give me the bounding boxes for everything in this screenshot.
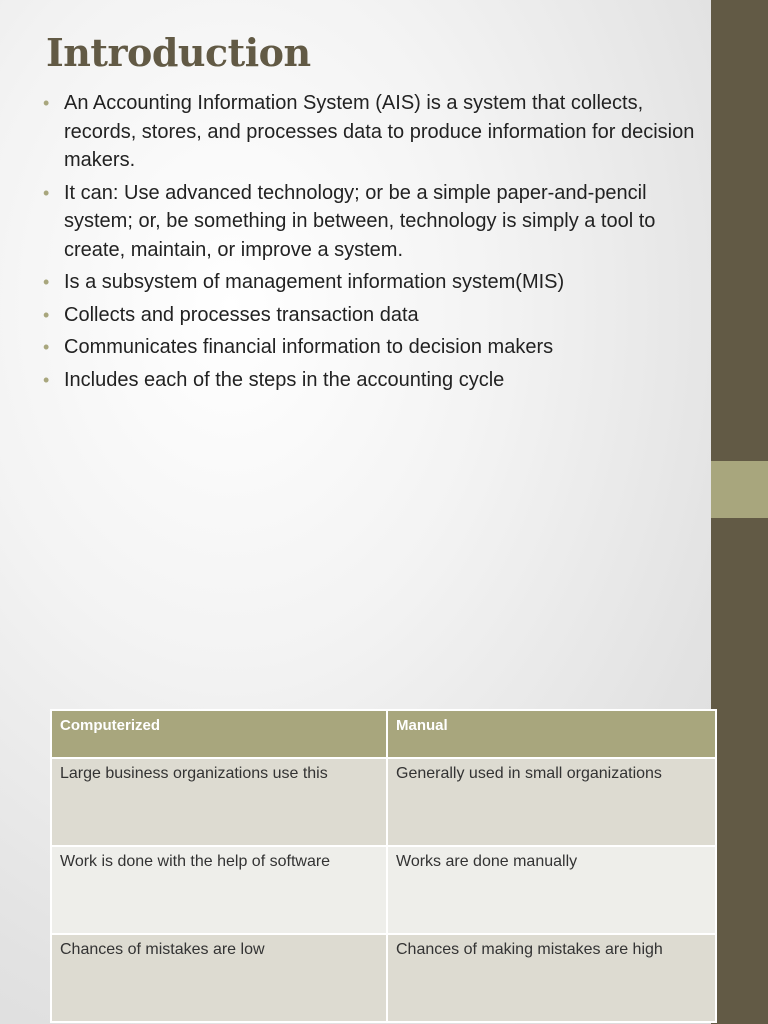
bullet-dot-icon: •: [43, 369, 50, 390]
bullet-item: [40, 333, 708, 362]
bullet-list: [40, 89, 708, 398]
bullet-dot-icon: •: [43, 337, 50, 357]
bullet-text: An Accounting Information System (AIS) is a system that collects, records, stores, and processes data to produce information for decision makers.: [64, 92, 695, 171]
bullet-text: It can: Use advanced technology; or be a simple paper-and-pencil system; or, be something in between, technology is simply a tool to create, maintain, or improve a system.: [64, 181, 656, 261]
bullet-item: [40, 301, 708, 330]
table-cell: Chances of making mistakes are high: [387, 934, 716, 1022]
table-row: [51, 934, 716, 1022]
table-cell: Chances of mistakes are low: [51, 934, 387, 1022]
header-manual: Manual: [387, 710, 716, 758]
bullet-item: [40, 179, 708, 265]
bullet-item: [40, 89, 708, 175]
table-cell: Works are done manually: [387, 846, 716, 934]
table-row: [51, 846, 716, 934]
header-computerized: Computerized: [51, 710, 387, 758]
bullet-item: [40, 366, 708, 395]
bullet-dot-icon: •: [43, 93, 50, 113]
table-header-row: [51, 710, 716, 758]
bullet-dot-icon: •: [43, 182, 50, 203]
bullet-text: Communicates financial information to decision makers: [64, 336, 554, 358]
bullet-dot-icon: •: [43, 272, 50, 292]
side-accent-block: [711, 461, 768, 518]
table-cell: Work is done with the help of software: [51, 846, 387, 934]
bullet-dot-icon: •: [43, 304, 50, 325]
table-row: [51, 758, 716, 846]
table-cell: Large business organizations use this: [51, 758, 387, 846]
bullet-text: Includes each of the steps in the accounting cycle: [64, 368, 505, 391]
bullet-text: Collects and processes transaction data: [64, 303, 419, 326]
comparison-table: [50, 709, 717, 1023]
table-cell: Generally used in small organizations: [387, 758, 716, 846]
bullet-text: Is a subsystem of management information system(MIS): [64, 271, 565, 293]
bullet-item: [40, 268, 708, 297]
slide-title: Introduction: [46, 30, 311, 75]
